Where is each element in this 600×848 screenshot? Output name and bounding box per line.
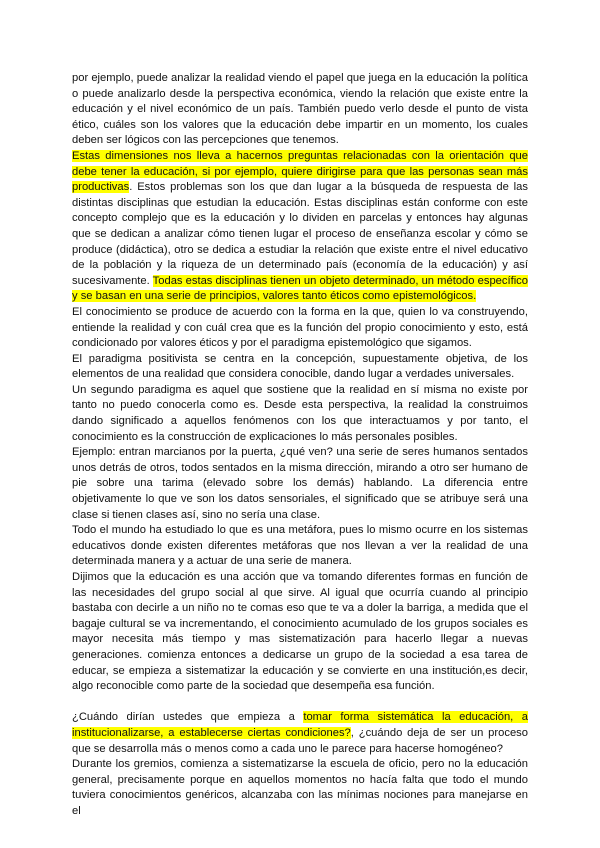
paragraph-gap bbox=[72, 695, 528, 711]
text-segment: ¿Cuándo dirían ustedes que empieza a bbox=[72, 711, 304, 724]
paragraph bbox=[72, 523, 528, 570]
text-segment: Un segundo paradigma es aquel que sostiene que la realidad en sí misma no existe por tanto no puedo conocerla como es. Desde esta perspectiva, la realidad la construimos dando significado a aquellos fenómenos con los que interactuamos y por tanto, el conocimiento es la construcción de explicaciones lo más personales posibles. bbox=[72, 383, 528, 443]
text-segment: , ¿cuándo deja de ser un proceso que se desarrolla más o menos como a cada uno le parece para hacerse homogéneo? bbox=[72, 726, 528, 755]
paragraph bbox=[72, 570, 528, 695]
paragraph bbox=[72, 710, 528, 757]
text-segment: Dijimos que la educación es una acción que va tomando diferentes formas en función de las necesidades del grupo social al que sirve. Al igual que ocurría cuando al principio bastaba con decirle a un niño no te comas eso que te va a doler la barriga, a medida que el bagaje cultural se va incrementando, el conocimiento acumulado de los grupos sociales es mayor necesita más tiempo y mas sistematización para hacerlo llegar a nuevas generaciones. comienza entonces a dedicarse un grupo de la sociedad a esa tarea de educar, se empieza a sistematizar la educación y se convierte en una institución,es decir, algo reconocible como parte de la sociedad que desempeña esa función. bbox=[72, 571, 528, 693]
text-segment: Todo el mundo ha estudiado lo que es una metáfora, pues lo mismo ocurre en los sistemas educativos donde existen diferentes metáforas que nos llevan a ver la realidad de una determinada manera y a actuar de una serie de manera. bbox=[72, 524, 528, 568]
text-segment: Durante los gremios, comienza a sistematizarse la escuela de oficio, pero no la educación general, precisamente porque en aquellos momentos no hacía falta que todo el mundo tuviera conocimientos genéricos, alcanzaba con las mínimas nociones para manejarse en el bbox=[72, 758, 528, 817]
highlighted-text: Estas dimensiones nos lleva a hacernos preguntas relacionadas con la orientación que debe tener la educación, si por ejemplo, quiere dirigirse para que las personas sean más productivas bbox=[72, 149, 528, 194]
highlighted-text: Todas estas disciplinas tienen un objeto determinado, un método específico y se basan en una serie de principios, valores tanto éticos como epistemológicos. bbox=[72, 274, 528, 303]
highlighted-text: tomar forma sistemática la educación, a institucionalizarse, a establecerse ciertas condiciones? bbox=[72, 711, 529, 739]
text-segment: por ejemplo, puede analizar la realidad viendo el papel que juega en la educación la política o puede analizarlo desde la perspectiva económica, viendo la relación que existe entre la educación y el nivel económico de un país. También puedo verlo desde el punto de vista ético, cuáles son los valores que la educación debe impartir en un momento, los cuales deben ser lógicos con las percepciones que tenemos. bbox=[72, 72, 528, 147]
paragraph bbox=[72, 352, 528, 383]
text-segment: El conocimiento se produce de acuerdo con la forma en la que, quien lo va construyendo, entiende la realidad y con cuál crea que es la función del propio conocimiento y esto, está condicionado por valores éticos y por el paradigma epistemológico que sigamos. bbox=[72, 305, 528, 350]
document-body bbox=[72, 71, 528, 820]
paragraph bbox=[72, 383, 528, 445]
text-segment: . Estos problemas son los que dan lugar a la búsqueda de respuesta de las distintas disciplinas que estudian la educación. Estas disciplinas están conforme con este concepto complejo que es la educación y lo dividen en parcelas y entonces hay algunas que se dedican a analizar cómo tienen lugar el proceso de enseñanza escolar y cómo se produce (didáctica), otro se dedica a estudiar la relación que existe entre el nivel educativo de la población y la riqueza de un determinado país (economía de la educación) y así sucesivamente. bbox=[72, 181, 528, 287]
paragraph bbox=[72, 149, 528, 305]
paragraph bbox=[72, 71, 528, 149]
paragraph bbox=[72, 305, 528, 352]
text-segment: Ejemplo: entran marcianos por la puerta, ¿qué ven? una serie de seres humanos sentados unos detrás de otros, todos sentados en la misma dirección, mirando a otro ser humano de pie sobre una tarima (elevado sobre los demás) hablando. La diferencia entre objetivamente lo que ve son los datos sensoriales, el significado que se atribuye será una clase si tienen clases así, sino no sería una clase. bbox=[72, 446, 528, 521]
text-segment: El paradigma positivista se centra en la concepción, supuestamente objetiva, de los elementos de una realidad que considera conocible, dando lugar a verdades universales. bbox=[72, 352, 528, 381]
paragraph bbox=[72, 445, 528, 523]
paragraph bbox=[72, 757, 528, 819]
